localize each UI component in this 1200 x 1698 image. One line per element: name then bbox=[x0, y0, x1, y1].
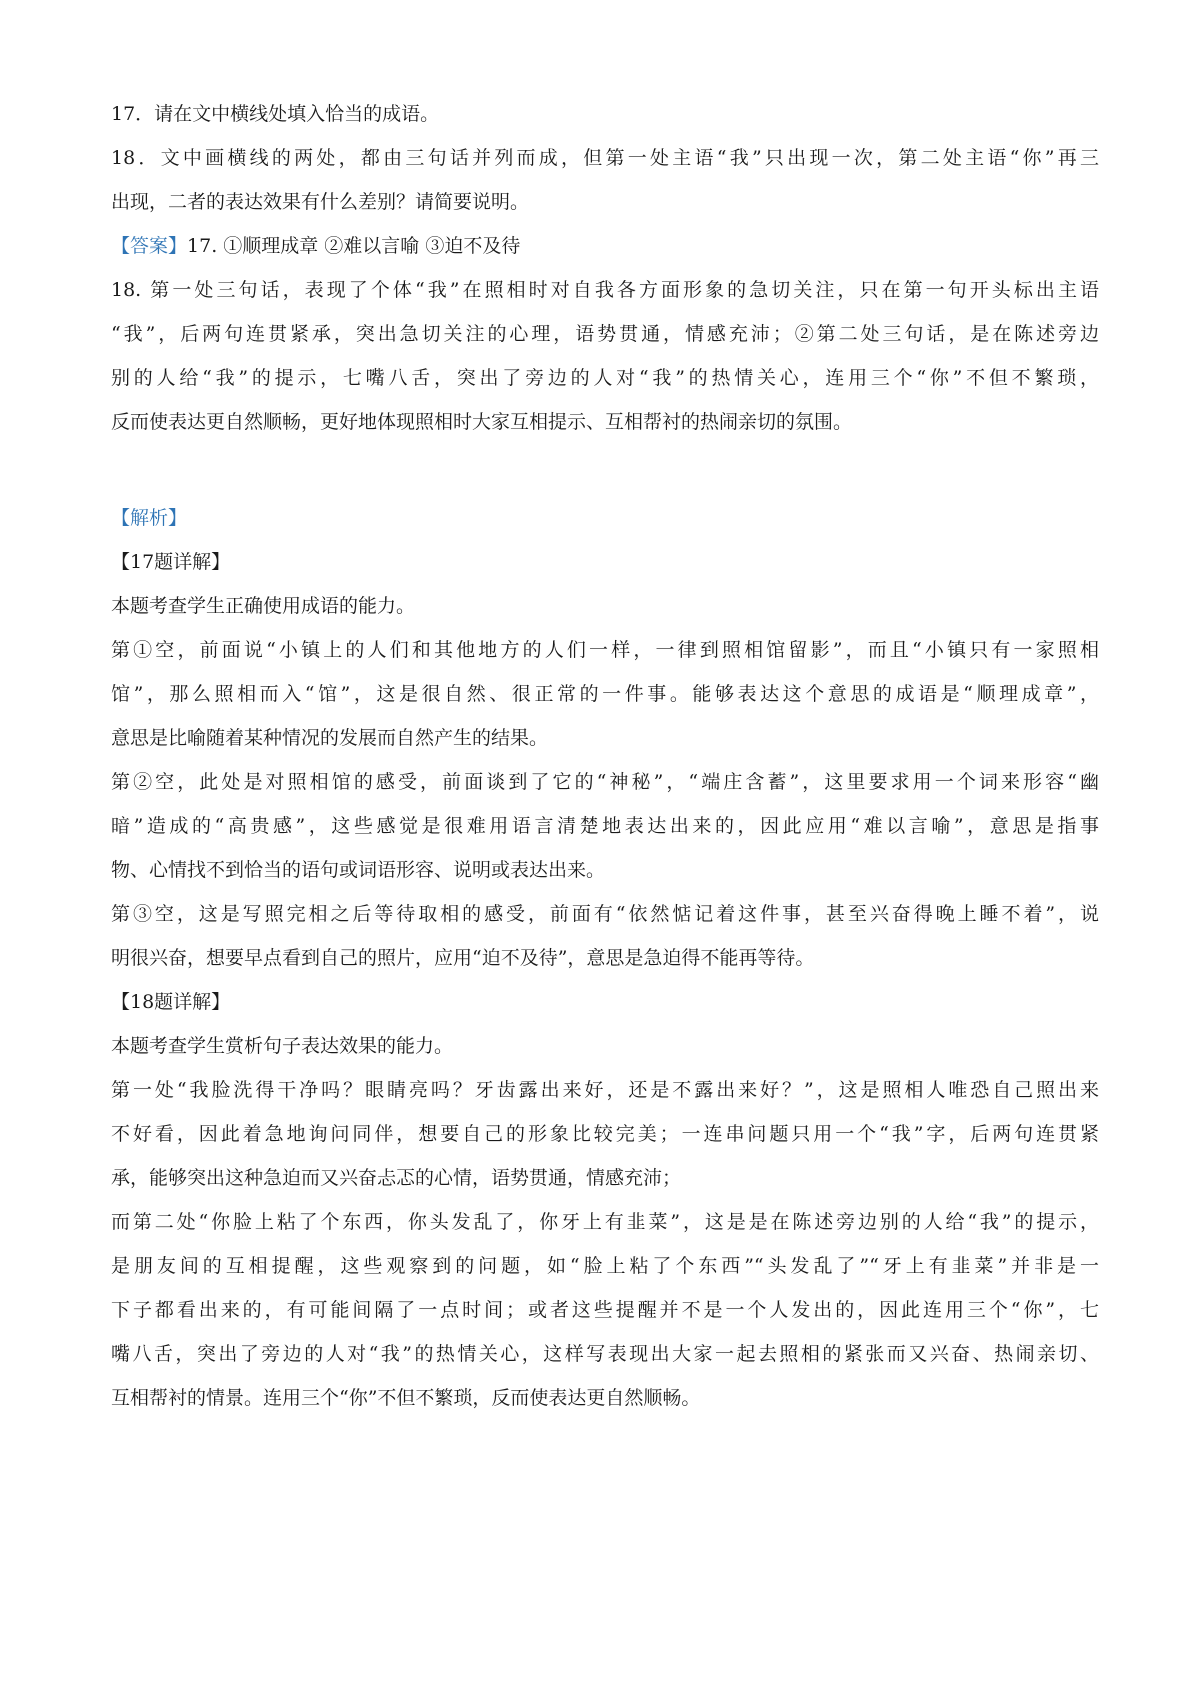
answer-18-line-4: 反而使表达更自然顺畅，更好地体现照相时大家互相提示、互相帮衬的热闹亲切的氛围。 bbox=[111, 411, 853, 433]
question-17: 17．请在文中横线处填入恰当的成语。 bbox=[111, 103, 440, 125]
detail-17-blank1-line-3: 意思是比喻随着某种情况的发展而自然产生的结果。 bbox=[111, 727, 549, 749]
detail-18-part1-line-3: 承，能够突出这种急迫而又兴奋忐忑的心情，语势贯通，情感充沛； bbox=[111, 1167, 682, 1189]
detail-17-blank2-line-1: 第②空，此处是对照相馆的感受，前面谈到了它的“神秘”，“端庄含蓄”，这里要求用一个词来形容“幽 bbox=[111, 771, 1099, 793]
detail-18-part2-line-1: 而第二处“你脸上粘了个东西，你头发乱了，你牙上有韭菜”，这是是在陈述旁边别的人给“我”的提示， bbox=[111, 1211, 1099, 1233]
section-gap bbox=[111, 444, 1101, 496]
document-page bbox=[111, 92, 1101, 1420]
answer-18-line-2: “我”，后两句连贯紧承，突出急切关注的心理，语势贯通，情感充沛；②第二处三句话，是在陈述旁边 bbox=[111, 323, 1099, 345]
detail-17-blank2-line-3: 物、心情找不到恰当的语句或词语形容、说明或表达出来。 bbox=[111, 859, 606, 881]
answer-17: 17. ①顺理成章 ②难以言喻 ③迫不及待 bbox=[187, 235, 521, 257]
detail-17-blank1-line-1: 第①空，前面说“小镇上的人们和其他地方的人们一样，一律到照相馆留影”，而且“小镇只有一家照相 bbox=[111, 639, 1099, 661]
detail-17-blank3-line-1: 第③空，这是写照完相之后等待取相的感受，前面有“依然惦记着这件事，甚至兴奋得晚上睡不着”，说 bbox=[111, 903, 1099, 925]
detail-18-heading: 【18题详解】 bbox=[111, 991, 231, 1013]
detail-18-part2-line-5: 互相帮衬的情景。连用三个“你”不但不繁琐，反而使表达更自然顺畅。 bbox=[111, 1387, 701, 1409]
detail-18-intro: 本题考查学生赏析句子表达效果的能力。 bbox=[111, 1035, 454, 1057]
answer-tag: 【答案】 bbox=[111, 235, 188, 257]
question-18-line-2: 出现，二者的表达效果有什么差别？请简要说明。 bbox=[111, 191, 530, 213]
detail-18-part2-line-4: 嘴八舌，突出了旁边的人对“我”的热情关心，这样写表现出大家一起去照相的紧张而又兴奋、热闹亲切、 bbox=[111, 1343, 1099, 1365]
answer-18-line-3: 别的人给“我”的提示，七嘴八舌，突出了旁边的人对“我”的热情关心，连用三个“你”不但不繁琐， bbox=[111, 367, 1099, 389]
analysis-tag: 【解析】 bbox=[111, 507, 188, 529]
detail-18-part2-line-3: 下子都看出来的，有可能间隔了一点时间；或者这些提醒并不是一个人发出的，因此连用三个“你”，七 bbox=[111, 1299, 1099, 1321]
detail-18-part1-line-1: 第一处“我脸洗得干净吗？眼睛亮吗？牙齿露出来好，还是不露出来好？”，这是照相人唯恐自己照出来 bbox=[111, 1079, 1099, 1101]
answer-18-line-1: 18. 第一处三句话，表现了个体“我”在照相时对自我各方面形象的急切关注，只在第一句开头标出主语 bbox=[111, 279, 1099, 301]
detail-18-part1-line-2: 不好看，因此着急地询问同伴，想要自己的形象比较完美；一连串问题只用一个“我”字，后两句连贯紧 bbox=[111, 1123, 1099, 1145]
answer-17-line bbox=[111, 224, 1101, 268]
detail-17-blank3-line-2: 明很兴奋，想要早点看到自己的照片，应用“迫不及待”，意思是急迫得不能再等待。 bbox=[111, 947, 815, 969]
detail-17-intro: 本题考查学生正确使用成语的能力。 bbox=[111, 595, 416, 617]
detail-17-blank2-line-2: 暗”造成的“高贵感”，这些感觉是很难用语言清楚地表达出来的，因此应用“难以言喻”，意思是指事 bbox=[111, 815, 1099, 837]
question-18-line-1: 18．文中画横线的两处，都由三句话并列而成，但第一处主语“我”只出现一次，第二处主语“你”再三 bbox=[111, 147, 1099, 169]
detail-17-blank1-line-2: 馆”，那么照相而入“馆”，这是很自然、很正常的一件事。能够表达这个意思的成语是“顺理成章”， bbox=[111, 683, 1099, 705]
detail-17-heading: 【17题详解】 bbox=[111, 551, 231, 573]
detail-18-part2-line-2: 是朋友间的互相提醒，这些观察到的问题，如“脸上粘了个东西”“头发乱了”“牙上有韭菜”并非是一 bbox=[111, 1255, 1099, 1277]
